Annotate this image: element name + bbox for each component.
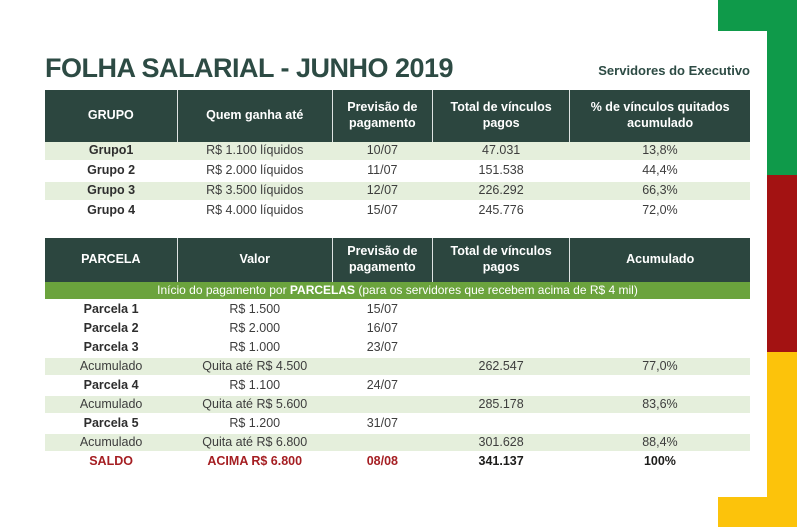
table-cell: R$ 1.000	[177, 338, 332, 357]
groups-table-body	[45, 142, 750, 221]
table-row-parcela-2	[45, 319, 750, 338]
table-row-grupo-3	[45, 181, 750, 201]
flag-green-bar-vertical	[767, 0, 797, 175]
table-row-saldo	[45, 452, 750, 471]
table-cell: Grupo 3	[45, 181, 177, 201]
table-cell: 301.628	[432, 433, 569, 452]
table-cell: Acumulado	[45, 357, 177, 376]
table-cell: SALDO	[45, 452, 177, 471]
parcelas-table-body	[45, 300, 750, 471]
flag-red-bar-vertical	[767, 175, 797, 352]
table-row-acumulado	[45, 357, 750, 376]
column-header: Previsão de pagamento	[332, 90, 432, 142]
table-row-parcela-4	[45, 376, 750, 395]
column-header: % de vínculos quitados acumulado	[570, 90, 750, 142]
table-cell	[432, 376, 569, 395]
table-cell	[570, 300, 750, 319]
table-cell: 262.547	[432, 357, 569, 376]
table-cell: 13,8%	[570, 142, 750, 161]
table-cell: Grupo 2	[45, 161, 177, 181]
table-cell: Parcela 4	[45, 376, 177, 395]
parcelas-table-header	[45, 238, 750, 300]
parcelas-header-row	[45, 238, 750, 282]
table-cell	[332, 395, 432, 414]
table-cell: Parcela 5	[45, 414, 177, 433]
table-cell	[332, 433, 432, 452]
table-cell: Parcela 2	[45, 319, 177, 338]
column-header: Total de vínculos pagos	[432, 238, 569, 282]
table-cell: 24/07	[332, 376, 432, 395]
table-row-grupo-2	[45, 161, 750, 181]
table-cell: 72,0%	[570, 201, 750, 221]
table-cell: Parcela 1	[45, 300, 177, 319]
banner-text-prefix: Início do pagamento por	[157, 282, 290, 297]
column-header: Previsão de pagamento	[332, 238, 432, 282]
table-cell	[432, 414, 569, 433]
column-header: Quem ganha até	[177, 90, 332, 142]
groups-table	[45, 90, 750, 222]
table-cell: 08/08	[332, 452, 432, 471]
table-cell: 245.776	[432, 201, 569, 221]
table-cell: 77,0%	[570, 357, 750, 376]
table-cell	[332, 357, 432, 376]
flag-yellow-bar-horizontal	[718, 497, 797, 527]
table-cell	[570, 319, 750, 338]
table-cell: 285.178	[432, 395, 569, 414]
column-header: Total de vínculos pagos	[432, 90, 569, 142]
table-cell	[432, 338, 569, 357]
table-row-acumulado	[45, 395, 750, 414]
table-cell: R$ 3.500 líquidos	[177, 181, 332, 201]
table-cell: 83,6%	[570, 395, 750, 414]
table-cell: 88,4%	[570, 433, 750, 452]
parcelas-banner-row	[45, 282, 750, 300]
table-cell: Acumulado	[45, 395, 177, 414]
table-cell: R$ 2.000	[177, 319, 332, 338]
table-cell: R$ 1.100	[177, 376, 332, 395]
table-row-parcela-3	[45, 338, 750, 357]
parcelas-banner	[45, 282, 750, 300]
table-row-parcela-5	[45, 414, 750, 433]
column-header: PARCELA	[45, 238, 177, 282]
table-cell: Quita até R$ 5.600	[177, 395, 332, 414]
table-row-grupo1	[45, 142, 750, 161]
table-cell: Acumulado	[45, 433, 177, 452]
table-cell	[432, 319, 569, 338]
table-cell: 11/07	[332, 161, 432, 181]
table-cell: 47.031	[432, 142, 569, 161]
table-cell: R$ 1.500	[177, 300, 332, 319]
table-cell	[570, 376, 750, 395]
table-cell: Grupo 4	[45, 201, 177, 221]
table-cell: 31/07	[332, 414, 432, 433]
table-cell: R$ 2.000 líquidos	[177, 161, 332, 181]
table-row-parcela-1	[45, 300, 750, 319]
groups-table-header	[45, 90, 750, 142]
table-cell: Quita até R$ 6.800	[177, 433, 332, 452]
table-cell: 15/07	[332, 201, 432, 221]
table-cell: Parcela 3	[45, 338, 177, 357]
table-cell: 151.538	[432, 161, 569, 181]
table-cell: 341.137	[432, 452, 569, 471]
table-cell: 16/07	[332, 319, 432, 338]
table-row-grupo-4	[45, 201, 750, 221]
banner-text-suffix: (para os servidores que recebem acima de R$ 4 mil)	[355, 282, 638, 297]
table-cell: 12/07	[332, 181, 432, 201]
table-cell: R$ 1.100 líquidos	[177, 142, 332, 161]
table-cell: 10/07	[332, 142, 432, 161]
table-cell	[432, 300, 569, 319]
banner-text-bold: PARCELAS	[289, 282, 356, 297]
table-cell: 66,3%	[570, 181, 750, 201]
table-cell	[570, 338, 750, 357]
table-cell: ACIMA R$ 6.800	[177, 452, 332, 471]
table-cell: Quita até R$ 4.500	[177, 357, 332, 376]
groups-header-row	[45, 90, 750, 142]
page-title: FOLHA SALARIAL - JUNHO 2019	[45, 53, 454, 83]
column-header: Acumulado	[570, 238, 750, 282]
table-cell: R$ 4.000 líquidos	[177, 201, 332, 221]
page-subtitle: Servidores do Executivo	[598, 63, 750, 78]
table-cell: 226.292	[432, 181, 569, 201]
table-cell: R$ 1.200	[177, 414, 332, 433]
table-cell: Grupo1	[45, 142, 177, 161]
column-header: Valor	[177, 238, 332, 282]
column-header: GRUPO	[45, 90, 177, 142]
parcelas-table	[45, 238, 750, 472]
table-cell: 44,4%	[570, 161, 750, 181]
table-cell	[570, 414, 750, 433]
table-cell: 23/07	[332, 338, 432, 357]
table-cell: 15/07	[332, 300, 432, 319]
table-cell: 100%	[570, 452, 750, 471]
table-row-acumulado	[45, 433, 750, 452]
